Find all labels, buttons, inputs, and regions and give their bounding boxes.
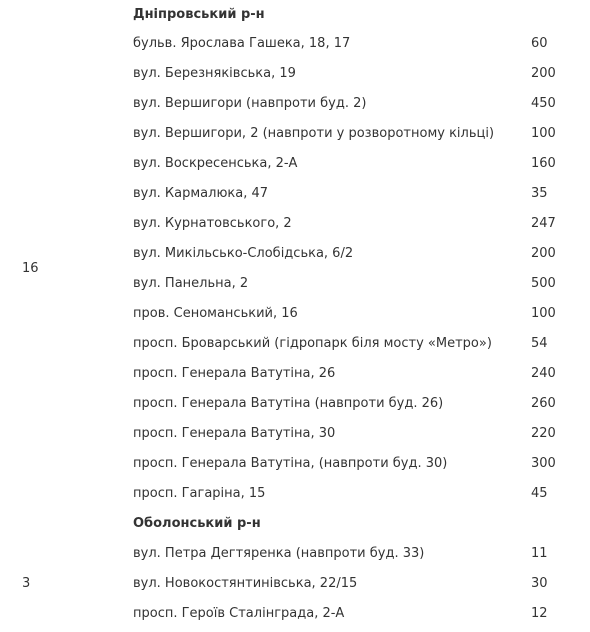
count-cell: 300: [531, 456, 556, 471]
address-cell: просп. Героїв Сталінграда, 2-А: [133, 606, 345, 621]
count-cell: 240: [531, 366, 556, 381]
count-cell: 35: [531, 186, 548, 201]
table-row: [0, 89, 590, 119]
table-row: [0, 59, 590, 89]
address-cell: вул. Вершигори (навпроти буд. 2): [133, 96, 367, 111]
address-cell: вул. Воскресенська, 2-А: [133, 156, 298, 171]
address-cell: просп. Генерала Ватутіна, (навпроти буд. 30): [133, 456, 448, 471]
count-cell: 200: [531, 246, 556, 261]
count-cell: 260: [531, 396, 556, 411]
table-row: [0, 179, 590, 209]
district-header-row: [0, 509, 590, 539]
district-name: Оболонський р-н: [133, 516, 261, 531]
address-cell: вул. Вершигори, 2 (навпроти у розворотному кільці): [133, 126, 495, 141]
count-cell: 60: [531, 36, 548, 51]
table-row: [0, 359, 590, 389]
address-cell: вул. Кармалюка, 47: [133, 186, 269, 201]
address-cell: вул. Панельна, 2: [133, 276, 249, 291]
address-cell: вул. Курнатовського, 2: [133, 216, 292, 231]
group-count: 3: [22, 576, 31, 591]
table-row: [0, 119, 590, 149]
count-cell: 100: [531, 126, 556, 141]
table-row: [0, 29, 590, 59]
address-cell: просп. Генерала Ватутіна (навпроти буд. 26): [133, 396, 444, 411]
table-row: [0, 599, 590, 629]
address-cell: вул. Микільсько-Слобідська, 6/2: [133, 246, 354, 261]
count-cell: 30: [531, 576, 548, 591]
table-row: [0, 269, 590, 299]
address-cell: просп. Броварський (гідропарк біля мосту «Метро»): [133, 336, 492, 351]
table-row: [0, 209, 590, 239]
table-row: [0, 149, 590, 179]
table-row: [0, 569, 590, 599]
table-row: [0, 329, 590, 359]
address-cell: вул. Новокостянтинівська, 22/15: [133, 576, 358, 591]
address-cell: вул. Петра Дегтяренка (навпроти буд. 33): [133, 546, 425, 561]
address-cell: пров. Сеноманський, 16: [133, 306, 298, 321]
count-cell: 200: [531, 66, 556, 81]
group-count: 16: [22, 261, 39, 276]
count-cell: 100: [531, 306, 556, 321]
table-row: [0, 389, 590, 419]
table-row: [0, 239, 590, 269]
address-cell: просп. Генерала Ватутіна, 26: [133, 366, 336, 381]
count-cell: 12: [531, 606, 548, 621]
count-cell: 11: [531, 546, 548, 561]
count-cell: 54: [531, 336, 548, 351]
address-cell: бульв. Ярослава Гашека, 18, 17: [133, 36, 351, 51]
address-cell: просп. Гагаріна, 15: [133, 486, 266, 501]
count-cell: 500: [531, 276, 556, 291]
table-row: [0, 299, 590, 329]
district-header-row: [0, 0, 590, 30]
address-cell: вул. Березняківська, 19: [133, 66, 296, 81]
count-cell: 220: [531, 426, 556, 441]
count-cell: 450: [531, 96, 556, 111]
table-row: [0, 449, 590, 479]
table-row: [0, 479, 590, 509]
table-row: [0, 539, 590, 569]
district-name: Дніпровський р-н: [133, 7, 265, 22]
table-row: [0, 419, 590, 449]
address-cell: просп. Генерала Ватутіна, 30: [133, 426, 336, 441]
count-cell: 45: [531, 486, 548, 501]
count-cell: 160: [531, 156, 556, 171]
count-cell: 247: [531, 216, 556, 231]
